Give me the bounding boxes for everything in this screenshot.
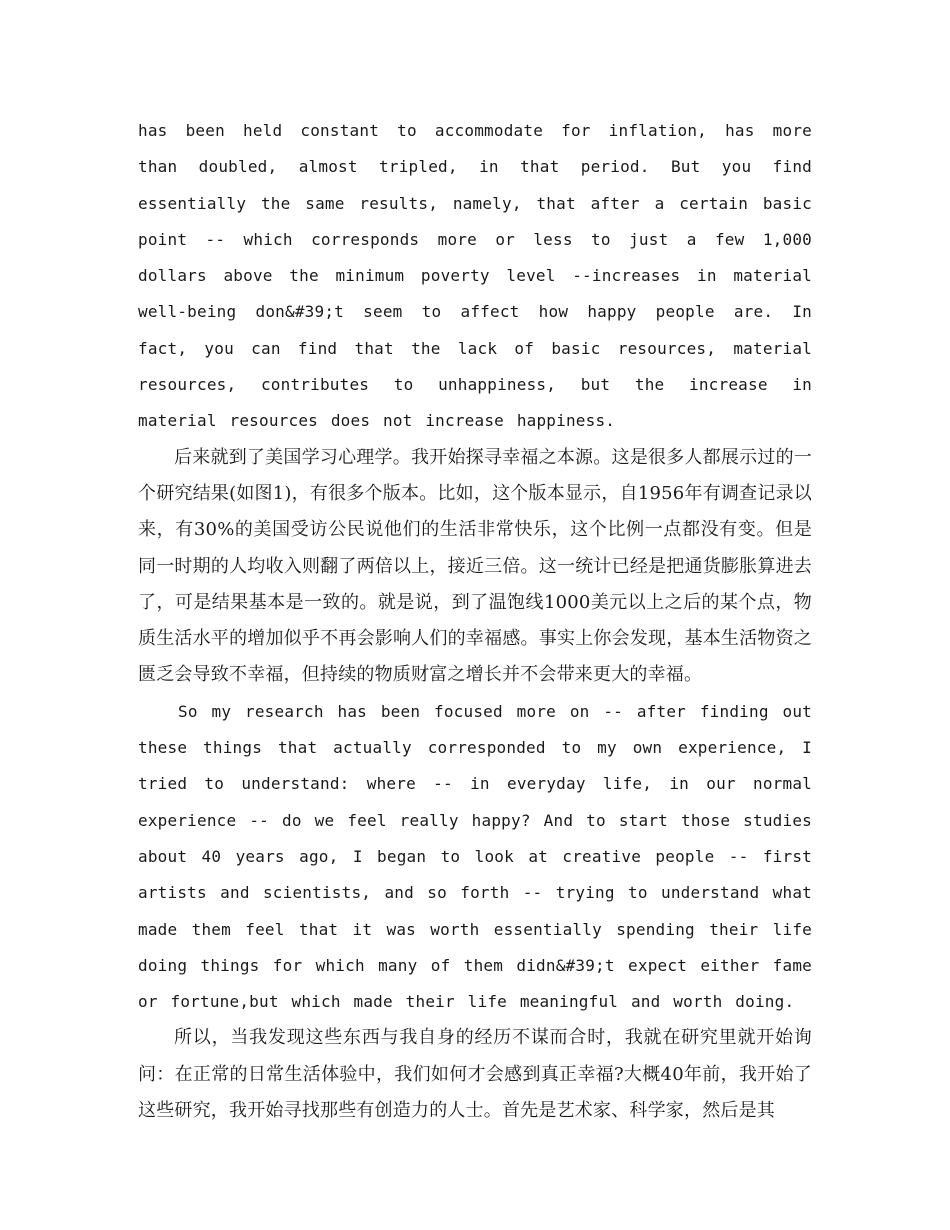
paragraph-english-2: So my research has been focused more on -- after finding out these things that actually corresponded to my own experience, I tried to understand: where -- in everyday life, in our normal experience -- do we feel really happy? And to start those studies about 40 years ago, I began to look at creative people -- first artists and scientists, and so forth -- trying to understand what made them feel that it was worth essentially spending their life doing things for which many of them didn&#39;t expect either fame or fortune,but which made their life meaningful and worth doing.: [138, 701, 812, 1012]
paragraph-english-1: has been held constant to accommodate for inflation, has more than doubled, almost tripled, in that period. But you find essentially the same results, namely, that after a certain basic point -- which corresponds more or less to just a few 1,000 dollars above the minimum poverty level --increases in material well-being don&#39;t seem to affect how happy people are. In fact, you can find that the lack of basic resources, material resources, contributes to unhappiness, but the increase in material resources does not increase happiness.: [138, 121, 812, 431]
paragraph-chinese-2: 所以，当我发现这些东西与我自身的经历不谋而合时，我就在研究里就开始询问：在正常的日常生活体验中，我们如何才会感到真正幸福?大概40年前，我开始了这些研究，我开始寻找那些有创造力的人士。首先是艺术家、科学家，然后是其: [138, 1027, 812, 1122]
document-page: [138, 113, 812, 1129]
paragraph-chinese-1: 后来就到了美国学习心理学。我开始探寻幸福之本源。这是很多人都展示过的一个研究结果(如图1)，有很多个版本。比如，这个版本显示，自1956年有调查记录以来，有30%的美国受访公民说他们的生活非常快乐，这个比例一点都没有变。但是同一时期的人均收入则翻了两倍以上，接近三倍。这一统计已经是把通货膨胀算进去了，可是结果基本是一致的。就是说，到了温饱线1000美元以上之后的某个点，物质生活水平的增加似乎不再会影响人们的幸福感。事实上你会发现，基本生活物资之匮乏会导致不幸福，但持续的物质财富之增长并不会带来更大的幸福。: [138, 446, 812, 686]
